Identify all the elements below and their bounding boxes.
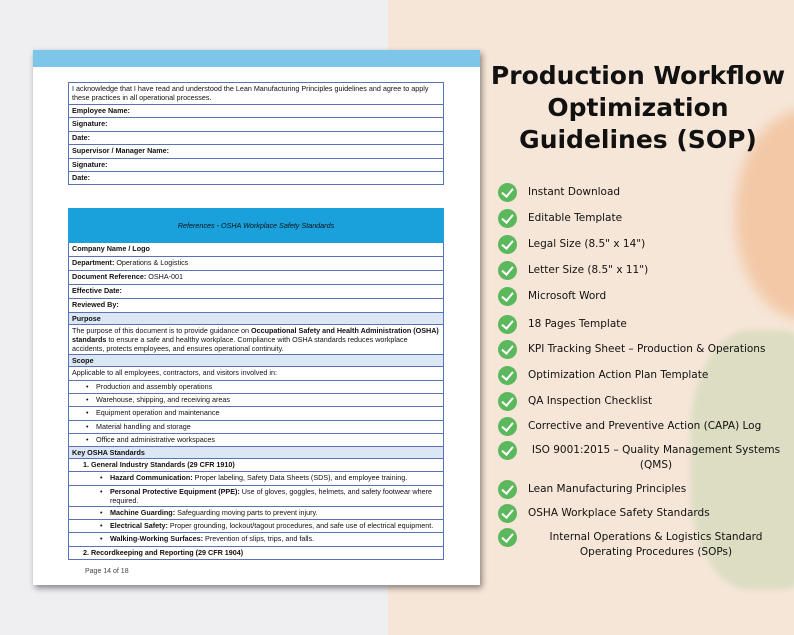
scope-heading: Scope [69,355,444,367]
date-field: Date: [69,131,444,144]
check-icon [498,340,517,359]
key-standards-heading: Key OSHA Standards [69,447,444,459]
supervisor-date-field: Date: [69,171,444,184]
key-standard-item: • Personal Protective Equipment (PPE): Use of gloves, goggles, helmets, and safety footwear where required. [69,485,444,506]
scope-intro: Applicable to all employees, contractors, and visitors involved in: [69,367,444,380]
purpose-text: The purpose of this document is to provide guidance on Occupational Safety and Health Administration (OSHA) standards to ensure a safe and healthy workplace. Compliance with OSHA standards reduces workplace accidents, protects employees, and ensures operational continuity. [69,325,444,355]
purpose-heading: Purpose [69,313,444,325]
scope-item: • Office and administrative workspaces [69,433,444,446]
key-standard-1: 1. General Industry Standards (29 CFR 1910) [69,459,444,472]
references-table [68,208,444,560]
document-content [68,82,444,560]
check-icon [498,480,517,499]
check-icon [498,441,517,460]
document-header-bar [33,50,480,67]
check-icon [498,183,517,202]
check-icon [498,287,517,306]
key-standard-item: • Walking-Working Surfaces: Prevention of slips, trips, and falls. [69,533,444,546]
check-icon [498,528,517,547]
product-title: Production Workflow Optimization Guidelines (SOP) [490,61,786,154]
effective-date-field: Effective Date: [69,285,444,299]
check-icon [498,261,517,280]
supervisor-name-field: Supervisor / Manager Name: [69,145,444,158]
acknowledgement-table [68,82,444,185]
company-field: Company Name / Logo [69,243,444,257]
document-reference-field: Document Reference: OSHA-001 [69,271,444,285]
references-header: References - OSHA Workplace Safety Standards [69,209,444,243]
department-field: Department: Operations & Logistics [69,257,444,271]
scope-item: • Production and assembly operations [69,380,444,393]
check-icon [498,417,517,436]
key-standard-item: • Electrical Safety: Proper grounding, lockout/tagout procedures, and safe use of electrical equipment. [69,520,444,533]
employee-name-field: Employee Name: [69,105,444,118]
scope-item: • Equipment operation and maintenance [69,407,444,420]
check-icon [498,504,517,523]
reviewed-by-field: Reviewed By: [69,299,444,313]
key-standard-item: • Machine Guarding: Safeguarding moving parts to prevent injury. [69,506,444,519]
check-icon [498,235,517,254]
page-number: Page 14 of 18 [85,568,129,575]
acknowledgement-text: I acknowledge that I have read and understood the Lean Manufacturing Principles guidelines and agree to apply these practices in all operational processes. [69,83,444,105]
document-page [33,50,480,585]
supervisor-signature-field: Signature: [69,158,444,171]
key-standard-2: 2. Recordkeeping and Reporting (29 CFR 1904) [69,546,444,559]
check-icon [498,315,517,334]
check-icon [498,392,517,411]
check-icon [498,366,517,385]
signature-field: Signature: [69,118,444,131]
scope-item: • Warehouse, shipping, and receiving areas [69,393,444,406]
check-icon [498,209,517,228]
key-standard-item: • Hazard Communication: Proper labeling, Safety Data Sheets (SDS), and employee training. [69,472,444,485]
scope-item: • Material handling and storage [69,420,444,433]
